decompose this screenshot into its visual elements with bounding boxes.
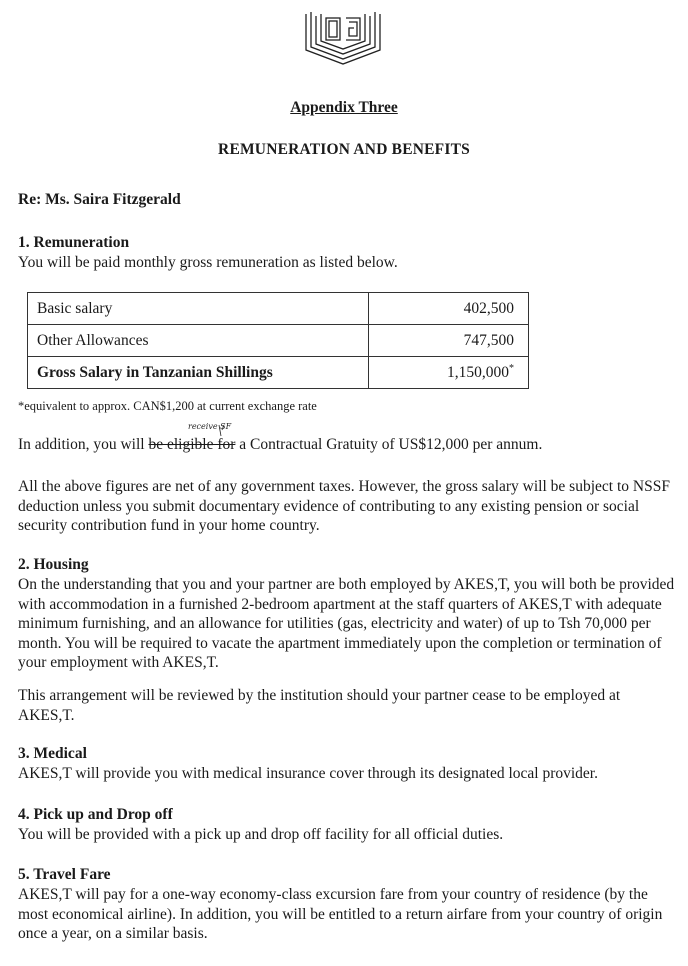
medical-paragraph: AKES,T will provide you with medical insurance cover through its designated local provider. [18,765,598,782]
table-cell-label: Basic salary [28,293,369,325]
table-row [28,325,529,357]
pickup-paragraph: You will be provided with a pick up and drop off facility for all official duties. [18,826,504,843]
table-cell-value: 402,500 [369,293,529,325]
travel-paragraph: AKES,T will pay for a one-way economy-class excursion fare from your country of residence (by the most economical airline). In addition, you will be entitled to a return airfare from your country of origin once a year, on a similar basis. [18,886,663,943]
section-heading-pickup: 4. Pick up and Drop off [18,806,173,823]
table-cell-value [369,357,529,389]
gratuity-text-before: In addition, you will [18,436,149,453]
table-cell-value: 747,500 [369,325,529,357]
institution-logo-icon [298,6,388,66]
section-heading-travel: 5. Travel Fare [18,866,111,883]
section-heading-remuneration: 1. Remuneration [18,234,130,251]
document-title: REMUNERATION AND BENEFITS [218,141,470,158]
gratuity-text-after: a Contractual Gratuity of US$12,000 per annum. [235,436,543,453]
remuneration-intro: You will be paid monthly gross remuneration as listed below. [18,254,398,271]
recipient-line: Re: Ms. Saira Fitzgerald [18,191,181,208]
gross-salary-value: 1,150,000 [447,364,509,382]
table-row [28,293,529,325]
taxes-paragraph: All the above figures are net of any government taxes. However, the gross salary will be subject to NSSF deduction unless you submit documentary evidence of contributing to any existing pension or social security contribution fund in your home country. [18,478,670,535]
handwritten-note-text: receive SF [188,422,232,431]
appendix-title: Appendix Three [290,99,398,116]
table-cell-label: Other Allowances [28,325,369,357]
table-row [28,357,529,389]
section-heading-medical: 3. Medical [18,745,87,762]
housing-paragraph-2: This arrangement will be reviewed by the institution should your partner cease to be employed at AKES,T. [18,687,621,724]
salary-table [27,292,529,389]
housing-paragraph-1: On the understanding that you and your partner are both employed by AKES,T, you will both be provided with accommodation in a furnished 2-bedroom apartment at the staff quarters of AKES,T with adequate minimum furnishing, and an allowance for utilities (gas, electricity and water) of up to Tsh 70,000 per month. You will be required to vacate the apartment immediately upon the completion or termination of your employment with AKES,T. [18,576,675,672]
exchange-rate-footnote: *equivalent to approx. CAN$1,200 at current exchange rate [18,399,317,413]
gratuity-paragraph [18,435,678,455]
section-heading-housing: 2. Housing [18,556,89,573]
table-cell-label: Gross Salary in Tanzanian Shillings [28,357,369,389]
footnote-mark: * [509,362,514,374]
struck-text: be eligible for [148,436,236,453]
